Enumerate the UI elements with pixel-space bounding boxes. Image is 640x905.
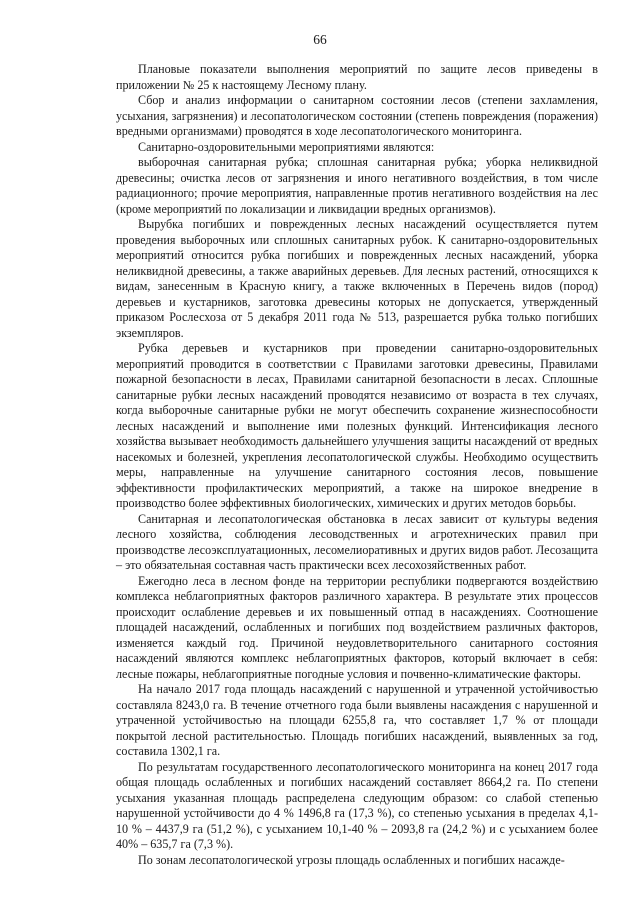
paragraph: Санитарная и лесопатологическая обстановка в лесах зависит от культуры ведения лесного хозяйства, соблюдения лесоводственных и агротехнических правил при производстве лесоэксплуатационных, лесомелиоративных и других видов работ. Лесозащита – это обязательная составная часть практически всех лесохозяйственных работ. [116, 511, 598, 572]
paragraph: По результатам государственного лесопатологического мониторинга на конец 2017 года общая площадь ослабленных и погибших насаждений составляет 8664,2 га. По степени усыхания указанная площадь распределена следующим образом: со слабой степенью нарушенной устойчивости до 4 % 1496,8 га (17,3 %), со степенью усыхания в пределах 4,1-10 % – 4437,9 га (51,2 %), с усыханием 10,1-40 % – 2093,8 га (24,2 %) и с усыханием более 40% – 635,7 га (7,3 %). [116, 759, 598, 851]
paragraph: выборочная санитарная рубка; сплошная санитарная рубка; уборка неликвидной древесины; очистка лесов от загрязнения и иного негативного воздействия, в том числе радиационного; прочие мероприятия, направленные против негативного воздействия на лес (кроме мероприятий по локализации и ликвидации вредных организмов). [116, 155, 598, 216]
paragraph: Вырубка погибших и поврежденных лесных насаждений осуществляется путем проведения выборочных или сплошных санитарных рубок. К санитарно-оздоровительных мероприятий относится рубка погибших и поврежденных лесных насаждений, уборка неликвидной древесины, а также аварийных деревьев. Для лесных растений, относящихся к видам, занесенным в Красную книгу, а также включенных в Перечень видов (пород) деревьев и кустарников, заготовка древесины которых не допускается, утвержденный приказом Рослесхоза от 5 декабря 2011 года № 513, разрешается рубка только погибших экземпляров. [116, 217, 598, 340]
paragraph: Ежегодно леса в лесном фонде на территории республики подвергаются воздействию комплекса неблагоприятных факторов различного характера. В результате этих процессов происходит ослабление деревьев и их повышенный отпад в насаждениях. Соотношение площадей насаждений, ослабленных и погибших под воздействием различных факторов, изменяется каждый год. Причиной неудовлетворительного санитарного состояния насаждений являются комплекс неблагоприятных факторов, который включает в себя: лесные пожары, неблагоприятные погодные условия и почвенно-климатические факторы. [116, 573, 598, 681]
body-text [116, 62, 598, 868]
page-number: 66 [313, 32, 327, 47]
paragraph: По зонам лесопатологической угрозы площадь ослабленных и погибших насажде- [138, 852, 565, 867]
paragraph: Санитарно-оздоровительными мероприятиями являются: [138, 139, 435, 154]
paragraph: Сбор и анализ информации о санитарном состоянии лесов (степени захламления, усыхания, загрязнения) и лесопатологическом состоянии (степень повреждения (поражения) вредными организмами) проводятся в ходе лесопатологического мониторинга. [116, 93, 598, 138]
paragraph: На начало 2017 года площадь насаждений с нарушенной и утраченной устойчивостью составляла 8243,0 га. В течение отчетного года были выявлены насаждения с нарушенной и утраченной устойчивостью на площади 6255,8 га, что составляет 1,7 % от площади покрытой лесной растительностью. Площадь погибших насаждений, выявленных за год, составила 1302,1 га. [116, 682, 598, 758]
paragraph: Плановые показатели выполнения мероприятий по защите лесов приведены в приложении № 25 к настоящему Лесному плану. [116, 62, 598, 92]
paragraph: Рубка деревьев и кустарников при проведении санитарно-оздоровительных мероприятий проводится в соответствии с Правилами заготовки древесины, Правилами пожарной безопасности в лесах, Правилами санитарной безопасности в лесах. Сплошные санитарные рубки лесных насаждений проводятся независимо от возраста в тех случаях, когда выборочные санитарные рубки не могут обеспечить сохранение жизнеспособности лесных насаждений и выполнение ими полезных функций. Интенсификация лесного хозяйства вызывает необходимость дальнейшего улучшения защиты насаждений от вредных насекомых и болезней, укрепления лесопатологической службы. Необходимо осуществить меры, направленные на улучшение санитарного состояния лесов, повышение эффективности профилактических мероприятий, а также на широкое внедрение в производство более эффективных биологических, химических и других методов борьбы. [116, 341, 598, 510]
